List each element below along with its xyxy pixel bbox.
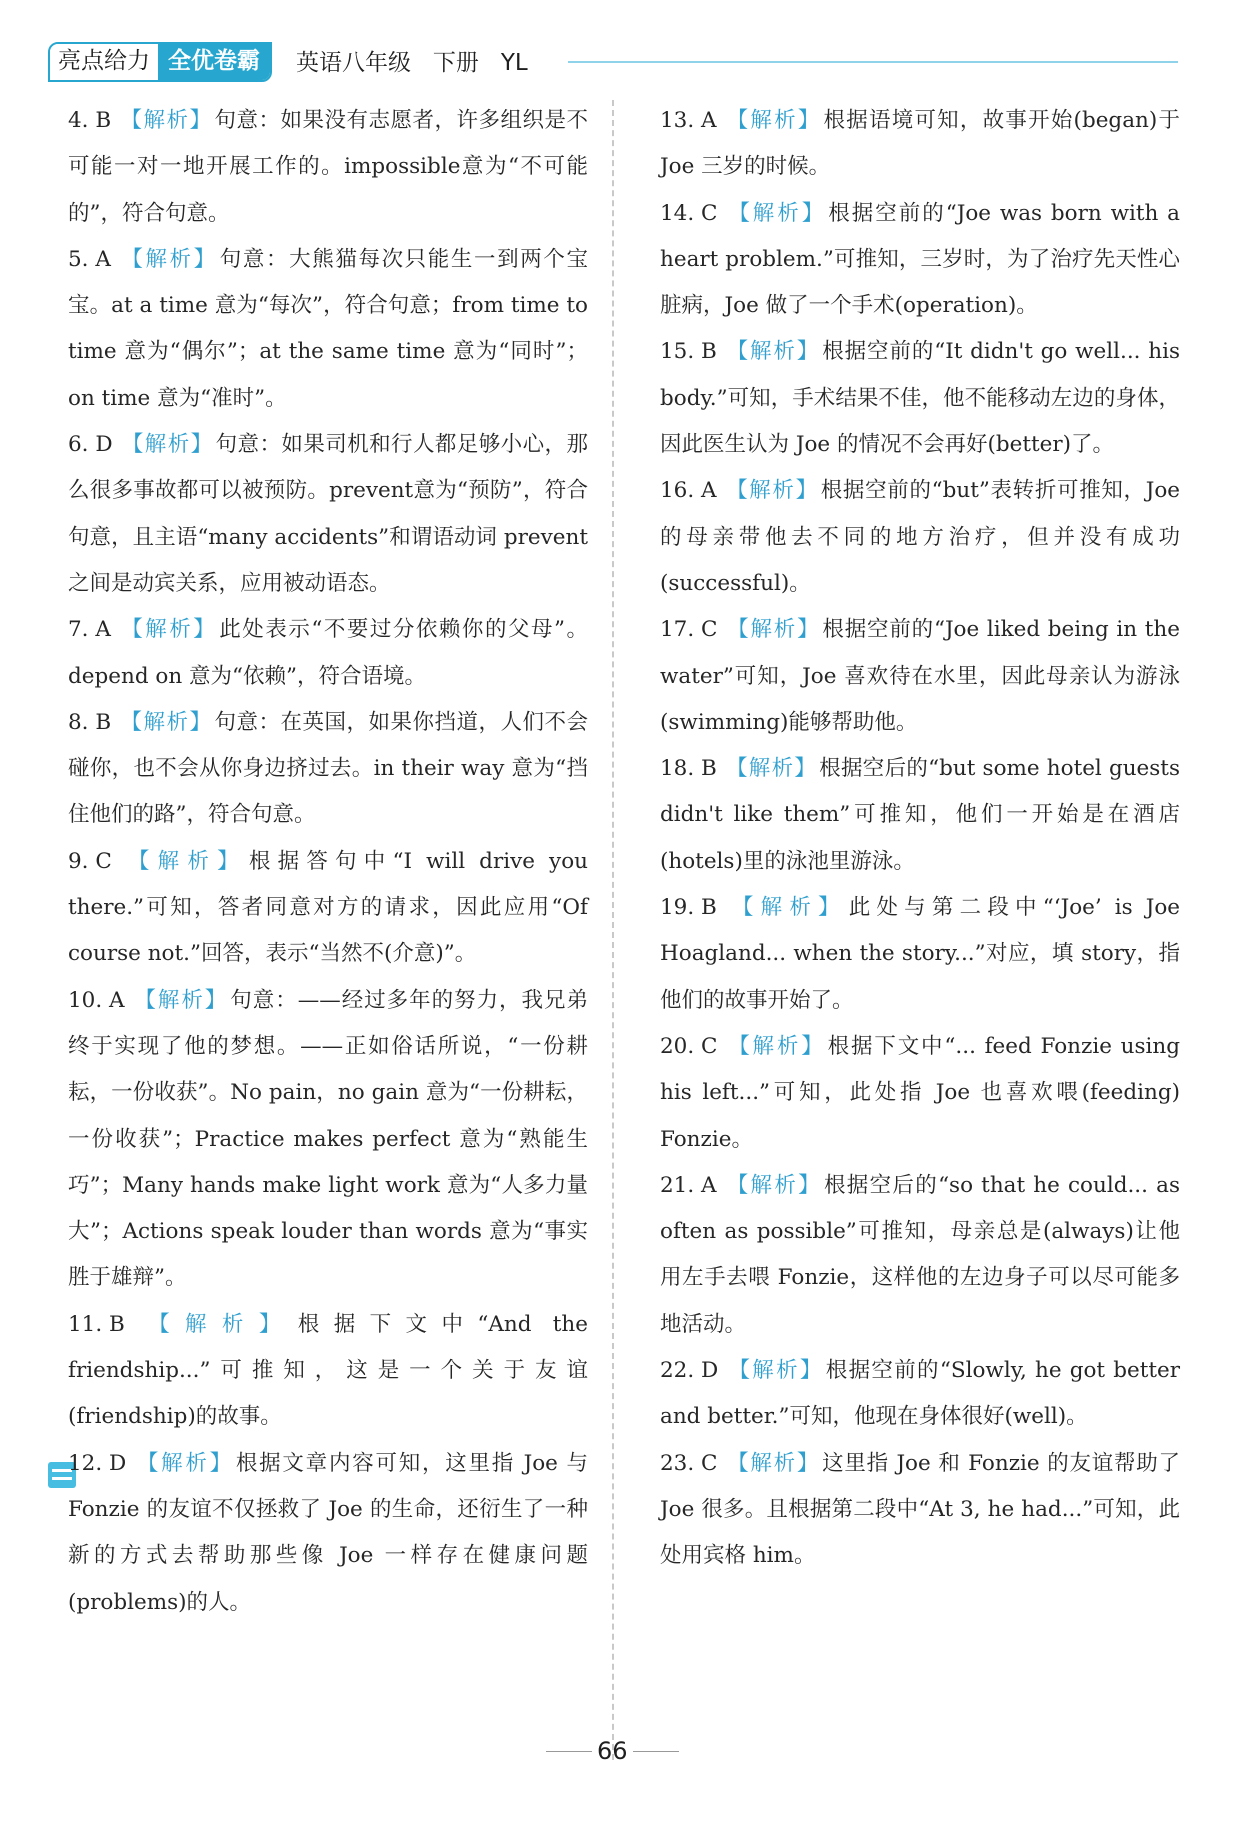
analysis-tag: 【解析】 — [728, 1358, 824, 1384]
answer-number: 20. C — [660, 1033, 718, 1059]
answer-explanation: 句意：如果司机和行人都足够小心，那么很多事故都可以被预防。prevent意为“预防”，符合句意，且主语“many accidents”和谓语动词 prevent 之间是动宾关系，应用被动语态。 — [68, 432, 588, 596]
answer-number: 13. A — [660, 108, 717, 133]
answer-number: 23. C — [660, 1450, 718, 1476]
analysis-tag: 【解析】 — [726, 108, 822, 133]
answer-explanation: 句意：——经过多年的努力，我兄弟终于实现了他的梦想。——正如俗话所说，“一份耕耘，一份收获”。No pain，no gain 意为“一份耕耘，一份收获”；Practice makes perfect 意为“熟能生巧”；Many hands make light work 意为“人多力量大”；Actions speak louder than words 意为“事实胜于雄辩”。 — [68, 987, 588, 1291]
answer-number: 11. B — [68, 1311, 125, 1337]
answer-item — [68, 1302, 588, 1441]
analysis-tag: 【解析】 — [136, 1450, 234, 1476]
right-column — [660, 98, 1180, 1580]
answer-number: 21. A — [660, 1172, 717, 1198]
answer-number: 17. C — [660, 617, 718, 643]
analysis-tag: 【解析】 — [121, 432, 214, 458]
analysis-tag: 【解析】 — [726, 478, 819, 504]
answer-number: 5. A — [68, 246, 111, 272]
answer-number: 14. C — [660, 200, 718, 226]
answer-number: 4. B — [68, 108, 112, 133]
answer-number: 10. A — [68, 987, 125, 1013]
analysis-tag: 【解析】 — [728, 200, 827, 226]
answer-item — [660, 1441, 1180, 1580]
answer-item — [68, 98, 588, 237]
page-number: 66 — [597, 1737, 628, 1765]
answer-number: 16. A — [660, 478, 717, 504]
answer-explanation: 句意：在英国，如果你挡道，人们不会碰你，也不会从你身边挤过去。in their way 意为“挡住他们的路”，符合句意。 — [68, 709, 588, 828]
answer-item — [660, 1348, 1180, 1441]
answer-item — [660, 885, 1180, 1024]
answer-item — [68, 700, 588, 839]
answer-number: 22. D — [660, 1358, 719, 1384]
answer-explanation: 根据空前的“Joe liked being in the water”可知，Joe 喜欢待在水里，因此母亲认为游泳(swimming)能够帮助他。 — [660, 617, 1180, 735]
analysis-tag: 【解析】 — [148, 1311, 296, 1337]
answer-item — [660, 191, 1180, 330]
answer-item — [660, 1163, 1180, 1348]
analysis-tag: 【解析】 — [120, 108, 213, 133]
answer-number: 7. A — [68, 617, 111, 643]
analysis-tag: 【解析】 — [726, 339, 821, 365]
brand-left-text: 亮点给力 — [50, 44, 158, 80]
answer-explanation: 根据语境可知，故事开始(began)于 Joe 三岁的时候。 — [660, 108, 1180, 180]
answer-explanation: 此处与第二段中“‘Joe’ is Joe Hoagland... when the story...”对应，填 story，指他们的故事开始了。 — [660, 895, 1180, 1013]
answer-item — [660, 329, 1180, 468]
answer-item — [68, 978, 588, 1302]
answer-explanation: 根据答句中“I will drive you there.”可知，答者同意对方的请求，因此应用“Of course not.”回答，表示“当然不(介意)”。 — [68, 848, 588, 967]
analysis-tag: 【解析】 — [727, 617, 821, 643]
page-header — [48, 42, 1178, 82]
brand-right-text: 全优卷霸 — [158, 44, 270, 80]
answer-explanation: 根据下文中“And the friendship...”可推知，这是一个关于友谊(friendship)的故事。 — [68, 1311, 588, 1430]
answer-explanation: 句意：大熊猫每次只能生一到两个宝宝。at a time 意为“每次”，符合句意；from time to time 意为“偶尔”；at the same time 意为“同时”；on time 意为“准时”。 — [68, 246, 588, 411]
answer-explanation: 根据空后的“so that he could... as often as possible”可推知，母亲总是(always)让他用左手去喂 Fonzie，这样他的左边身子可以尽可能多地活动。 — [660, 1172, 1180, 1337]
answer-item — [68, 237, 588, 422]
answer-item — [68, 422, 588, 607]
answer-item — [68, 607, 588, 700]
header-rule — [568, 61, 1178, 63]
analysis-tag: 【解析】 — [731, 895, 847, 921]
answer-number: 6. D — [68, 432, 113, 458]
answer-number: 8. B — [68, 709, 112, 735]
answer-item — [660, 746, 1180, 885]
answer-item — [660, 607, 1180, 746]
answer-explanation: 此处表示“不要过分依赖你的父母”。depend on 意为“依赖”，符合语境。 — [68, 617, 588, 689]
answer-explanation: 根据空后的“but some hotel guests didn't like them”可推知，他们一开始是在酒店(hotels)里的泳池里游泳。 — [660, 756, 1180, 874]
brand-logo — [48, 42, 272, 82]
answer-explanation: 句意：如果没有志愿者，许多组织是不可能一对一地开展工作的。impossible意为“不可能的”，符合句意。 — [68, 108, 588, 226]
answer-item — [660, 98, 1180, 191]
analysis-tag: 【解析】 — [121, 617, 218, 643]
column-divider — [612, 100, 614, 1760]
analysis-tag: 【解析】 — [727, 1450, 821, 1476]
left-column — [68, 98, 588, 1626]
answer-item — [68, 839, 588, 978]
answer-explanation: 根据空前的“It didn't go well... his body.”可知，手术结果不佳，他不能移动左边的身体，因此医生认为 Joe 的情况不会再好(better)了。 — [660, 339, 1180, 458]
answer-number: 18. B — [660, 756, 717, 782]
answer-explanation: 根据空前的“Joe was born with a heart problem.”可推知，三岁时，为了治疗先天性心脏病，Joe 做了一个手术(operation)。 — [660, 200, 1180, 319]
analysis-tag: 【解析】 — [120, 709, 213, 735]
answer-explanation: 根据空前的“Slowly, he got better and better.”可知，他现在身体很好(well)。 — [660, 1358, 1180, 1430]
answer-number: 12. D — [68, 1450, 127, 1476]
analysis-tag: 【解析】 — [725, 756, 818, 782]
answer-item — [660, 1024, 1180, 1163]
answer-explanation: 根据空前的“but”表转折可推知，Joe 的母亲带他去不同的地方治疗，但并没有成功(successful)。 — [660, 478, 1180, 596]
answer-number: 9. C — [68, 848, 112, 874]
analysis-tag: 【解析】 — [134, 987, 229, 1013]
analysis-tag: 【解析】 — [121, 246, 218, 272]
answer-explanation: 根据下文中“... feed Fonzie using his left...”可知，此处指 Joe 也喜欢喂(feeding) Fonzie。 — [660, 1033, 1180, 1152]
analysis-tag: 【解析】 — [728, 1033, 826, 1059]
answer-item — [68, 1441, 588, 1626]
analysis-tag: 【解析】 — [726, 1172, 822, 1198]
answer-number: 19. B — [660, 895, 717, 921]
answer-explanation: 根据文章内容可知，这里指 Joe 与 Fonzie 的友谊不仅拯救了 Joe 的生命，还衍生了一种新的方式去帮助那些像 Joe 一样存在健康问题(problems)的人。 — [68, 1450, 588, 1615]
answer-item — [660, 468, 1180, 607]
answer-explanation: 这里指 Joe 和 Fonzie 的友谊帮助了 Joe 很多。且根据第二段中“At 3, he had...”可知，此处用宾格 him。 — [660, 1450, 1180, 1569]
book-subject: 英语八年级 下册 YL — [296, 50, 528, 76]
answer-number: 15. B — [660, 339, 717, 365]
analysis-tag: 【解析】 — [127, 848, 247, 874]
